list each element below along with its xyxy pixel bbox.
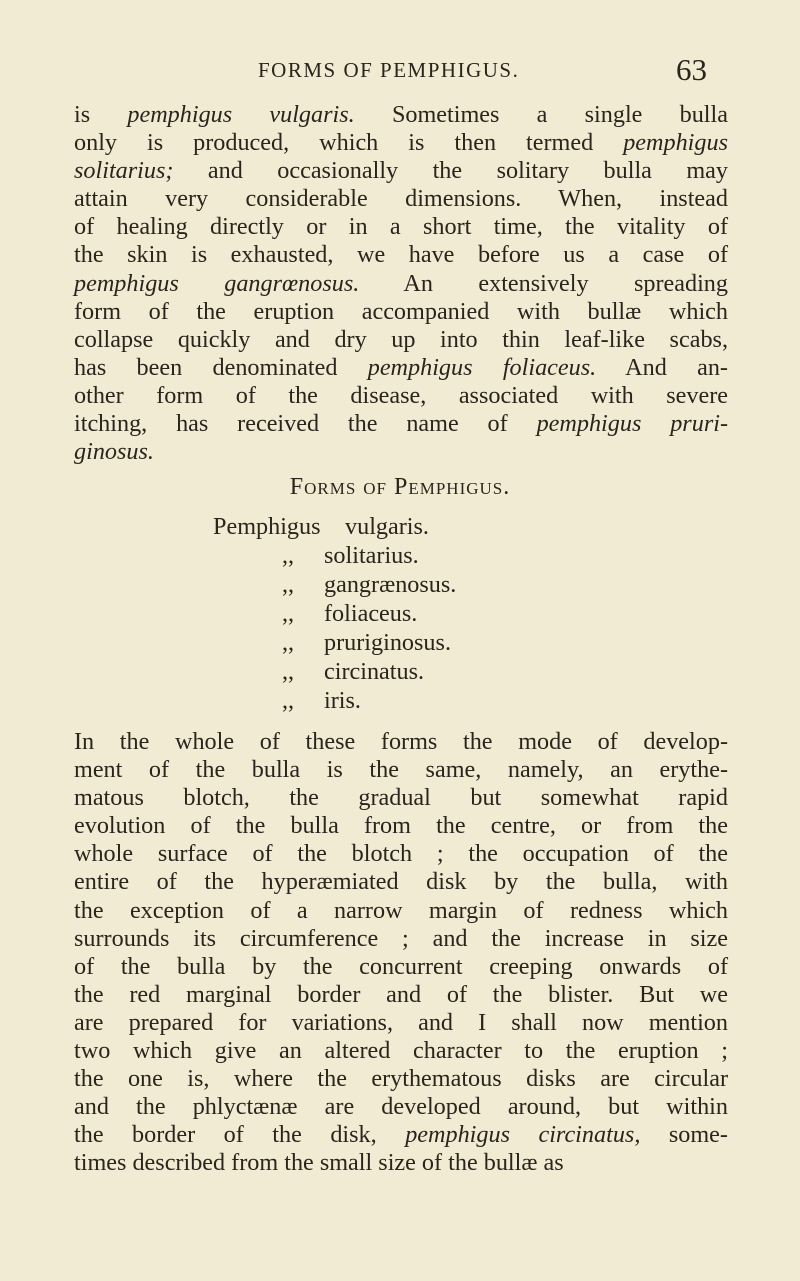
text-line <box>74 1037 728 1065</box>
italic-term: pemphigus foliaceus. <box>367 353 597 381</box>
text-line <box>74 812 728 840</box>
text-run: matous blotch, the gradual but somewhat rapid <box>74 784 728 812</box>
form-name: foliaceus. <box>324 600 418 627</box>
text-run: are prepared for variations, and I shall now mention <box>74 1008 728 1036</box>
text-run: the red marginal border and of the blister. But we <box>74 980 728 1008</box>
text-run: and the phlyctænæ are developed around, but within <box>74 1093 728 1121</box>
italic-term: solitarius; <box>74 157 174 185</box>
text-run: the skin is exhausted, we have before us a case of <box>74 241 728 269</box>
text-run: of healing directly or in a short time, the vitality of <box>74 213 728 241</box>
text-run: collapse quickly and dry up into thin leaf-like scabs, <box>74 325 728 353</box>
ditto-mark: ,, <box>282 658 295 685</box>
italic-term: ginosus. <box>74 438 154 466</box>
text-line <box>74 1121 728 1149</box>
text-run: the border of the disk, <box>74 1121 406 1149</box>
running-title: FORMS OF PEMPHIGUS. <box>258 58 520 82</box>
running-head <box>0 52 800 86</box>
text-line <box>74 185 728 213</box>
text-line <box>74 981 728 1009</box>
italic-term: pemphigus circinatus, <box>405 1121 641 1149</box>
text-line <box>74 1149 728 1177</box>
text-run: other form of the disease, associated with severe <box>74 381 728 409</box>
form-name: vulgaris. <box>345 513 429 540</box>
text-line <box>74 354 728 382</box>
paragraph-2 <box>74 728 728 1178</box>
ditto-mark: ,, <box>282 600 295 627</box>
text-line <box>74 101 728 129</box>
text-run: In the whole of these forms the mode of develop- <box>74 728 728 755</box>
text-line <box>74 410 728 438</box>
italic-term: pemphigus vulgaris. <box>127 101 355 128</box>
text-run: form of the eruption accompanied with bullæ which <box>74 297 728 325</box>
genus-name: Pemphigus <box>213 513 321 540</box>
text-run: the one is, where the erythematous disks are circular <box>74 1065 728 1093</box>
text-run: is <box>74 101 128 128</box>
text-line <box>74 270 728 298</box>
form-name: solitarius. <box>324 542 419 569</box>
text-run: and occasionally the solitary bulla may <box>173 157 728 185</box>
text-run: two which give an altered character to the eruption ; <box>74 1037 728 1065</box>
text-line <box>74 129 728 157</box>
text-line <box>74 756 728 784</box>
paragraph-1 <box>74 101 728 466</box>
form-name: gangrænosus. <box>324 571 457 598</box>
section-heading: Forms of Pemphigus. <box>289 474 511 500</box>
text-line <box>74 897 728 925</box>
text-line <box>74 1009 728 1037</box>
text-line <box>74 326 728 354</box>
text-line <box>74 925 728 953</box>
text-line <box>74 868 728 896</box>
form-name: pruriginosus. <box>324 629 451 656</box>
text-line <box>74 157 728 185</box>
text-run: whole surface of the blotch ; the occupation of the <box>74 840 728 868</box>
page-number: 63 <box>676 52 707 87</box>
text-run: surrounds its circumference ; and the increase in size <box>74 924 728 952</box>
text-line <box>74 784 728 812</box>
text-line <box>74 728 728 756</box>
text-line <box>74 1093 728 1121</box>
form-name: circinatus. <box>324 658 425 685</box>
italic-term: pemphigus pruri- <box>536 410 729 438</box>
ditto-mark: ,, <box>282 542 295 569</box>
ditto-mark: ,, <box>282 571 295 598</box>
text-run: times described from the small size of the bullæ as <box>74 1149 564 1177</box>
form-name: iris. <box>324 687 361 714</box>
text-run: Sometimes a single bulla <box>354 101 728 128</box>
text-run: the exception of a narrow margin of redness which <box>74 896 728 924</box>
text-line <box>74 438 728 466</box>
text-line <box>74 213 728 241</box>
italic-term: pemphigus <box>623 129 728 157</box>
text-run: some- <box>640 1121 728 1149</box>
text-line <box>74 241 728 269</box>
text-run: itching, has received the name of <box>74 410 537 438</box>
text-line <box>74 382 728 410</box>
italic-term: pemphigus gangrœnosus. <box>74 269 360 297</box>
text-line <box>74 953 728 981</box>
text-run: attain very considerable dimensions. When, instead <box>74 185 728 213</box>
text-line <box>74 840 728 868</box>
ditto-mark: ,, <box>282 687 295 714</box>
text-line <box>74 298 728 326</box>
text-run: of the bulla by the concurrent creeping onwards of <box>74 952 728 980</box>
text-run: entire of the hyperæmiated disk by the bulla, with <box>74 868 728 896</box>
text-run: only is produced, which is then termed <box>74 129 624 157</box>
text-line <box>74 1065 728 1093</box>
ditto-mark: ,, <box>282 629 295 656</box>
text-run: evolution of the bulla from the centre, or from the <box>74 812 728 840</box>
text-run: has been denominated <box>74 353 368 381</box>
text-run: An extensively spreading <box>359 269 728 297</box>
text-run: And an- <box>596 353 728 381</box>
text-run: ment of the bulla is the same, namely, an erythe- <box>74 756 728 784</box>
